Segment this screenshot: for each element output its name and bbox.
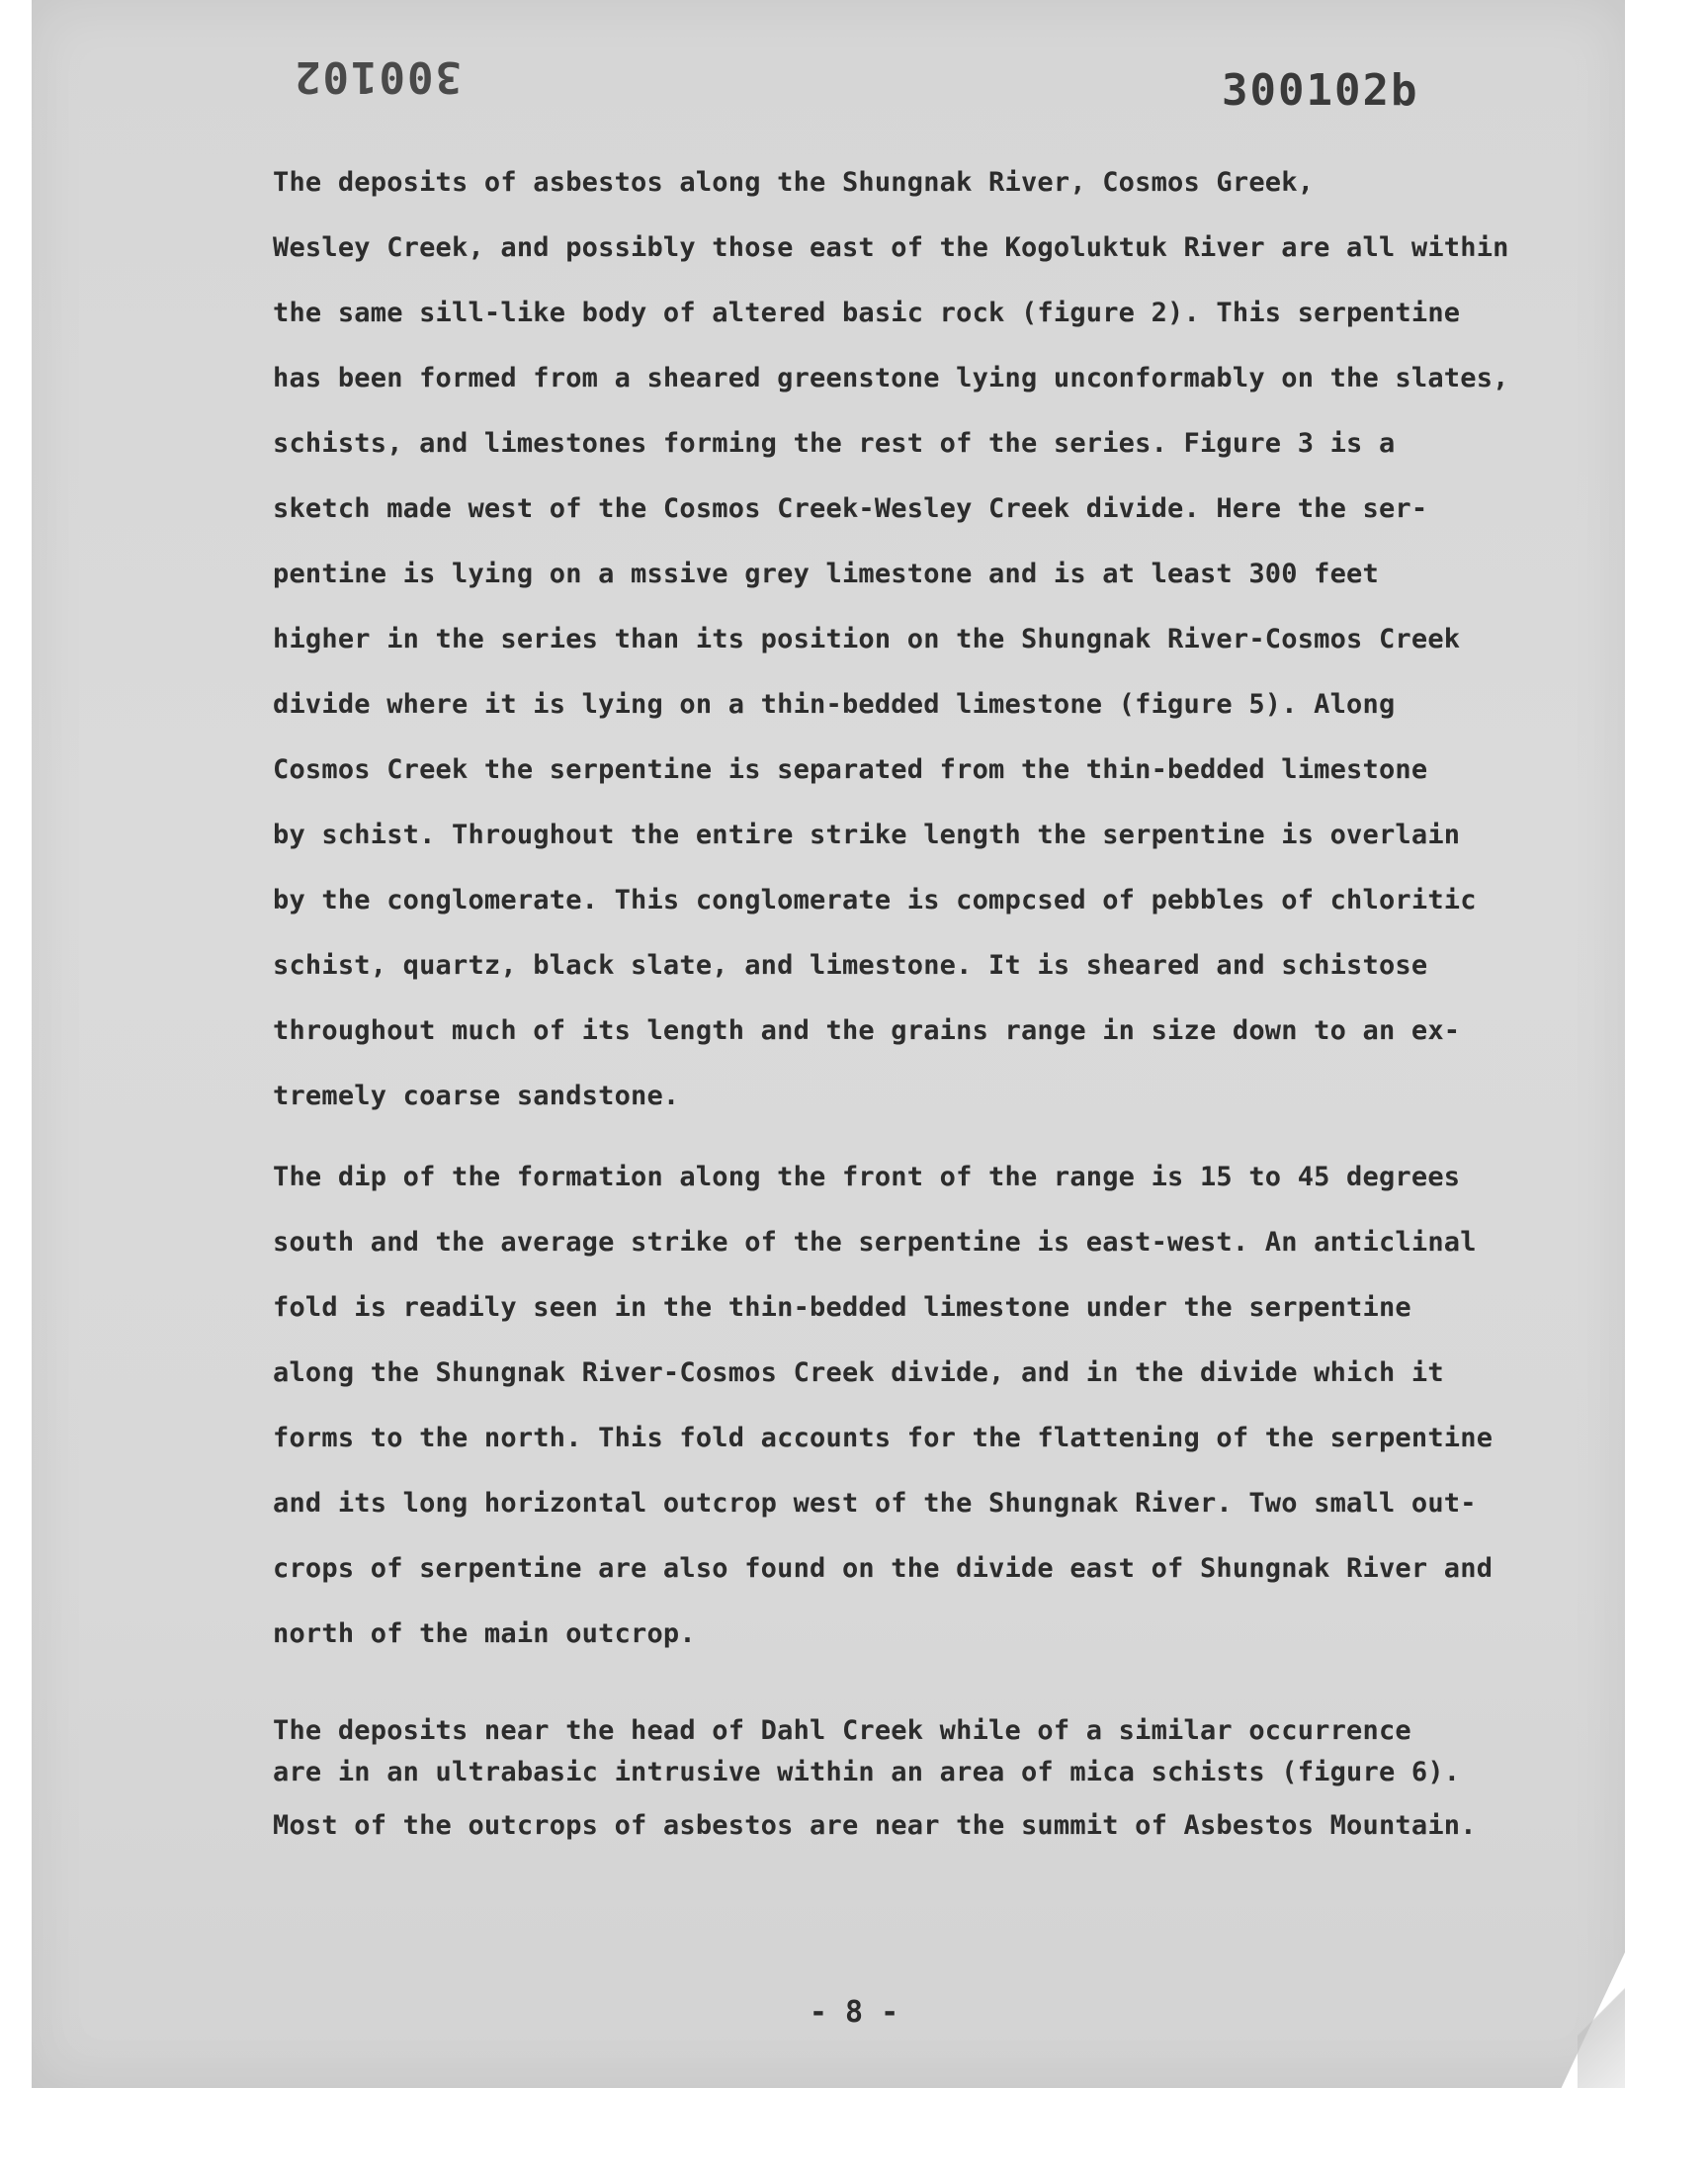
paragraph-1: The deposits of asbestos along the Shungnak River, Cosmos Greek, Wesley Creek, and possibly those east of the Kogoluktuk River are all within the same sill-like body of altered basic rock (figure 2). This serpentine has been formed from a sheared greenstone lying unconformably on the slates, schists, and limestones forming the rest of the series. Figure 3 is a sketch made west of the Cosmos Creek-Wesley Creek divide. Here the ser- pentine is lying on a mssive grey limestone and is at least 300 feet higher in the series than its position on the Shungnak River-Cosmos Creek divide where it is lying on a thin-bedded limestone (figure 5). Along Cosmos Creek the serpentine is separated from the thin-bedded limestone by schist. Throughout the entire strike length the serpentine is overlain by the conglomerate. This conglomerate is compcsed of pebbles of chloritic schist, quartz, black slate, and limestone. It is sheared and schistose throughout much of its length and the grains range in size down to an ex- tremely coarse sandstone. — [273, 167, 1509, 1111]
paragraph-3-text: The deposits near the head of Dahl Creek while of a similar occurrence are in an ultrabasic intrusive within an area of mica schists (figure 6). — [273, 1715, 1461, 1787]
paragraph-3-last-line: Most of the outcrops of asbestos are near the summit of Asbestos Mountain. — [273, 1810, 1477, 1841]
document-stamp: 300102b — [1222, 65, 1419, 116]
paragraph-3 — [273, 1669, 1570, 1888]
document-stamp-inverted: 300102 — [293, 51, 462, 102]
paragraph-2: The dip of the formation along the front of the range is 15 to 45 degrees south and the average strike of the serpentine is east-west. An anticlinal fold is readily seen in the thin-bedded limestone under the serpentine along the Shungnak River-Cosmos Creek divide, and in the divide which it forms to the north. This fold accounts for the flattening of the serpentine and its long horizontal outcrop west of the Shungnak River. Two small out- crops of serpentine are also found on the divide east of Shungnak River and north of the main outcrop. — [273, 1162, 1494, 1649]
page-number: - 8 - — [809, 1995, 899, 2030]
